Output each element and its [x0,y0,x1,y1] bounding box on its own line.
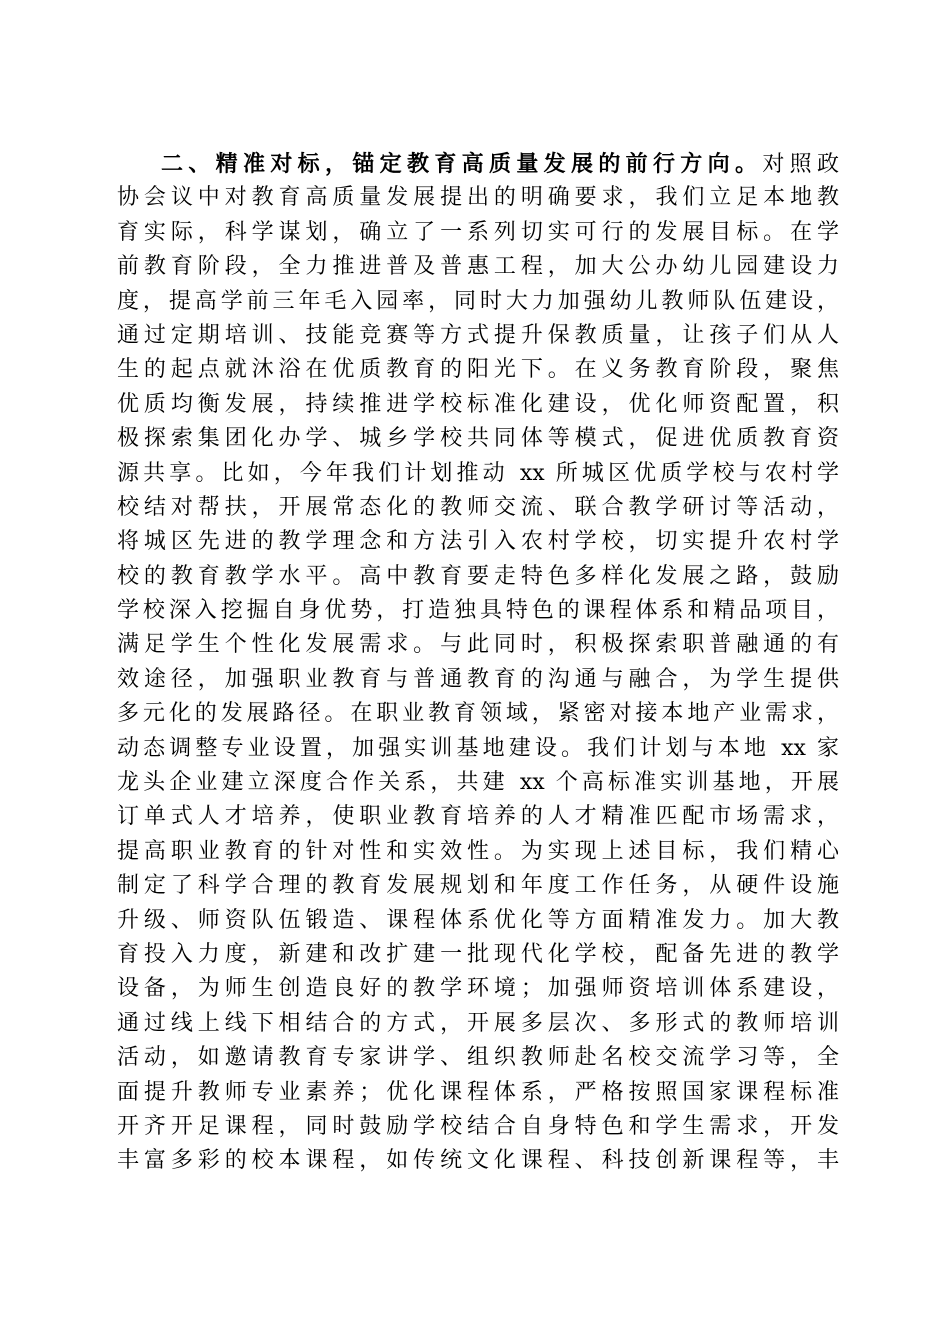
section-heading: 二、精准对标，锚定教育高质量发展的前行方向。 [161,151,763,177]
text-line: 极探索集团化办学、城乡学校共同体等模式，促进优质教育资 [117,426,839,452]
text-line: 育投入力度，新建和改扩建一批现代化学校，配备先进的教学 [117,941,839,967]
text-line: 面提升教师专业素养；优化课程体系，严格按照国家课程标准 [117,1079,839,1105]
text-line: 活动，如邀请教育专家讲学、组织教师赴名校交流学习等，全 [117,1045,839,1071]
text-line: 源共享。比如，今年我们计划推动 xx 所城区优质学校与农村学 [117,460,839,486]
text-line: 通过线上线下相结合的方式，开展多层次、多形式的教师培训 [117,1010,839,1036]
text-line: 升级、师资队伍锻造、课程体系优化等方面精准发力。加大教 [117,907,839,933]
text-line: 制定了科学合理的教育发展规划和年度工作任务，从硬件设施 [117,873,839,899]
text-line: 动态调整专业设置，加强实训基地建设。我们计划与本地 xx 家 [117,735,839,761]
text-line: 育实际，科学谋划，确立了一系列切实可行的发展目标。在学 [117,219,839,245]
text-line: 龙头企业建立深度合作关系，共建 xx 个高标准实训基地，开展 [117,770,839,796]
first-line-text: 对照政 [762,152,839,177]
text-line: 通过定期培训、技能竞赛等方式提升保教质量，让孩子们从人 [117,322,839,348]
paragraph-first-line [117,147,839,181]
text-line: 度，提高学前三年毛入园率，同时大力加强幼儿教师队伍建设， [117,288,839,314]
text-line: 校的教育教学水平。高中教育要走特色多样化发展之路，鼓励 [117,563,839,589]
text-line: 优质均衡发展，持续推进学校标准化建设，优化师资配置，积 [117,391,839,417]
text-line: 丰富多彩的校本课程，如传统文化课程、科技创新课程等，丰 [117,1148,839,1174]
text-line: 生的起点就沐浴在优质教育的阳光下。在义务教育阶段，聚焦 [117,357,839,383]
text-line: 满足学生个性化发展需求。与此同时，积极探索职普融通的有 [117,632,839,658]
text-line: 提高职业教育的针对性和实效性。为实现上述目标，我们精心 [117,838,839,864]
text-line: 效途径，加强职业教育与普通教育的沟通与融合，为学生提供 [117,666,839,692]
text-line: 前教育阶段，全力推进普及普惠工程，加大公办幼儿园建设力 [117,254,839,280]
text-line: 学校深入挖掘自身优势，打造独具特色的课程体系和精品项目， [117,598,839,624]
text-line: 将城区先进的教学理念和方法引入农村学校，切实提升农村学 [117,529,839,555]
text-line: 设备，为师生创造良好的教学环境；加强师资培训体系建设， [117,976,839,1002]
body-paragraph [117,147,839,1179]
text-line: 协会议中对教育高质量发展提出的明确要求，我们立足本地教 [117,185,839,211]
text-line: 校结对帮扶，开展常态化的教师交流、联合教学研讨等活动， [117,494,839,520]
text-line: 开齐开足课程，同时鼓励学校结合自身特色和学生需求，开发 [117,1113,839,1139]
text-line: 订单式人才培养，使职业教育培养的人才精准匹配市场需求， [117,804,839,830]
text-line: 多元化的发展路径。在职业教育领域，紧密对接本地产业需求， [117,701,839,727]
